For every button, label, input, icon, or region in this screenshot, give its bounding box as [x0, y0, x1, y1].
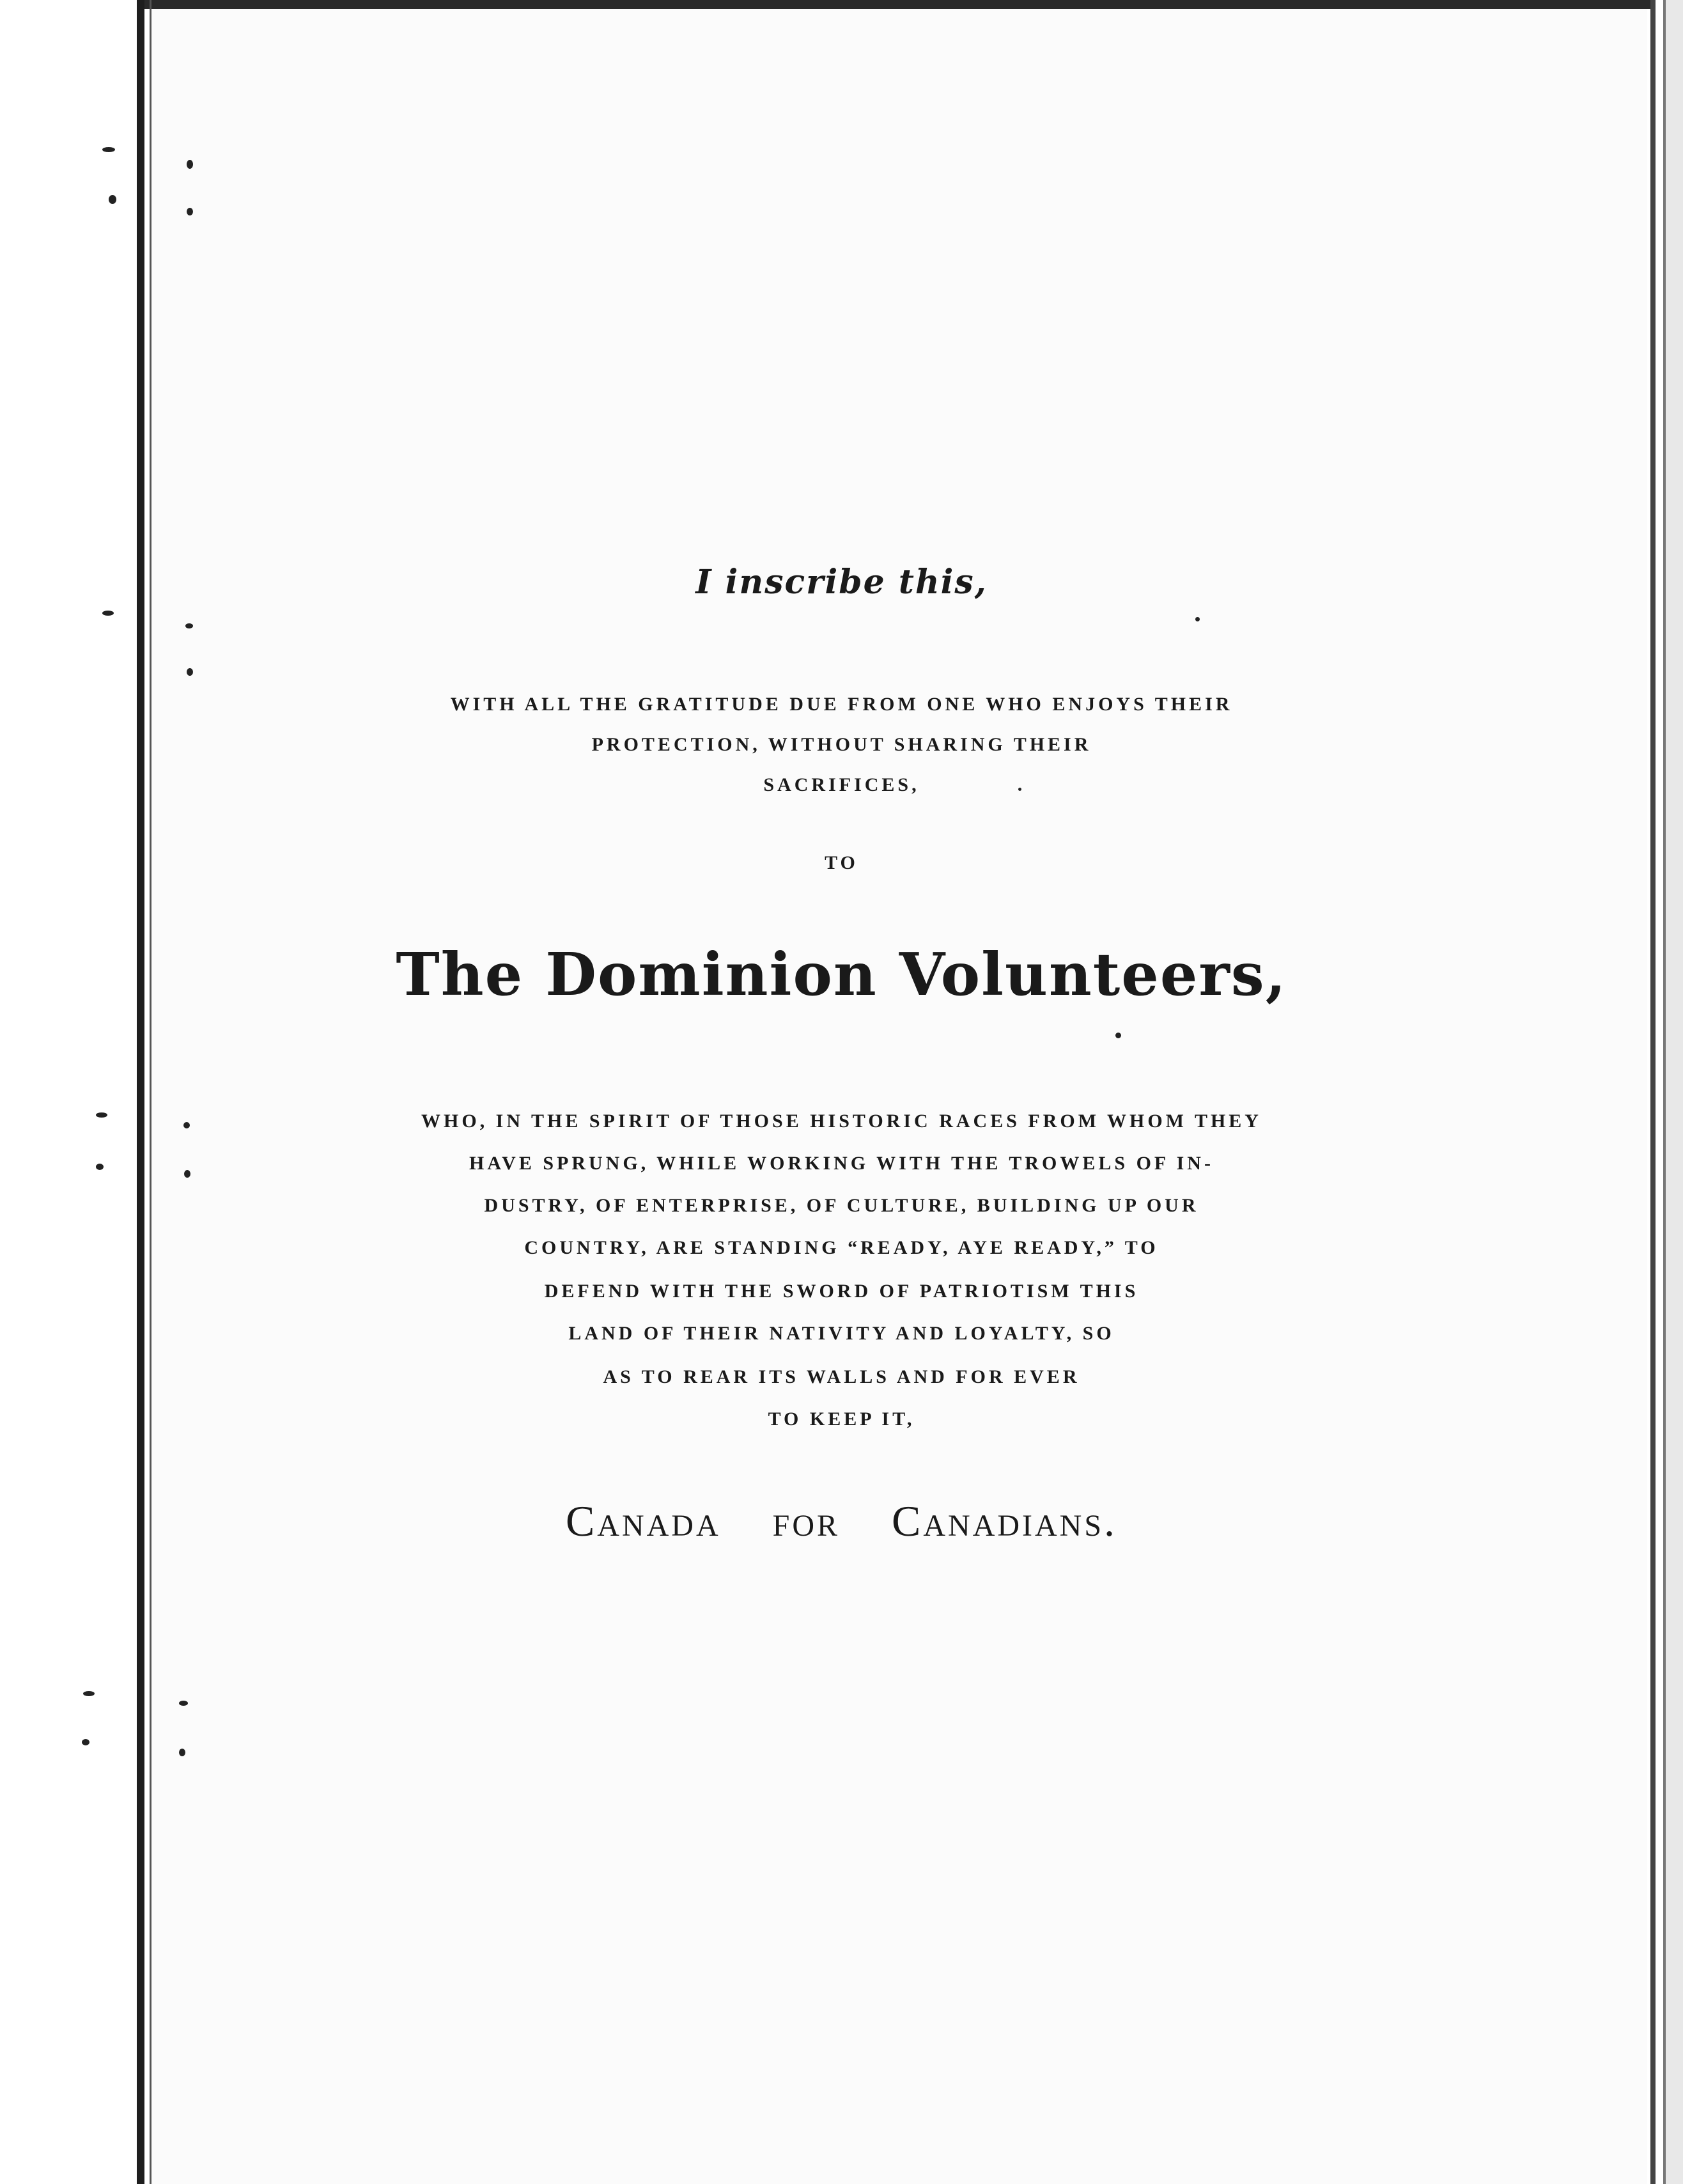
margin-speck [187, 668, 193, 676]
margin-speck [109, 195, 116, 204]
dedication-heading: I inscribe this, [695, 563, 988, 602]
margin-speck [187, 160, 193, 169]
body-line: COUNTRY, ARE STANDING “READY, AYE READY,” TO [524, 1237, 1159, 1258]
scan-binding-edge [137, 0, 144, 2184]
margin-speck [187, 208, 193, 215]
gratitude-line: SACRIFICES, [763, 774, 920, 795]
scan-edge-right [1650, 0, 1656, 2184]
margin-speck [102, 611, 114, 616]
dedicatee-title: The Dominion Volunteers, [396, 940, 1287, 1009]
body-line: TO KEEP IT, [768, 1408, 915, 1430]
scan-margin-left [0, 0, 128, 2184]
margin-speck [82, 1739, 89, 1745]
to-word: TO [825, 852, 858, 873]
body-line: LAND OF THEIR NATIVITY AND LOYALTY, SO [568, 1323, 1115, 1344]
scan-binding-edge-inner [150, 0, 151, 2184]
body-line: WHO, IN THE SPIRIT OF THOSE HISTORIC RACES FROM WHOM THEY [421, 1111, 1262, 1132]
margin-speck [1195, 617, 1200, 621]
margin-speck [102, 147, 115, 152]
body-line: HAVE SPRUNG, WHILE WORKING WITH THE TROWELS OF IN- [469, 1153, 1214, 1174]
page [151, 8, 1647, 2184]
body-line: AS TO REAR ITS WALLS AND FOR EVER [603, 1366, 1080, 1387]
gratitude-line: WITH ALL THE GRATITUDE DUE FROM ONE WHO ENJOYS THEIR [450, 694, 1233, 715]
margin-speck [179, 1749, 185, 1756]
body-line: DEFEND WITH THE SWORD OF PATRIOTISM THIS [544, 1281, 1139, 1302]
scan-margin-right [1666, 0, 1683, 2184]
margin-speck [83, 1691, 95, 1696]
margin-speck [185, 623, 193, 628]
scan-edge-top [144, 0, 1653, 9]
body-line: DUSTRY, OF ENTERPRISE, OF CULTURE, BUILDING UP OUR [484, 1195, 1199, 1216]
motto: Canada for Canadians. [565, 1497, 1118, 1545]
gratitude-line: PROTECTION, WITHOUT SHARING THEIR [591, 734, 1092, 755]
margin-speck [1115, 1033, 1121, 1038]
margin-speck [179, 1701, 188, 1706]
